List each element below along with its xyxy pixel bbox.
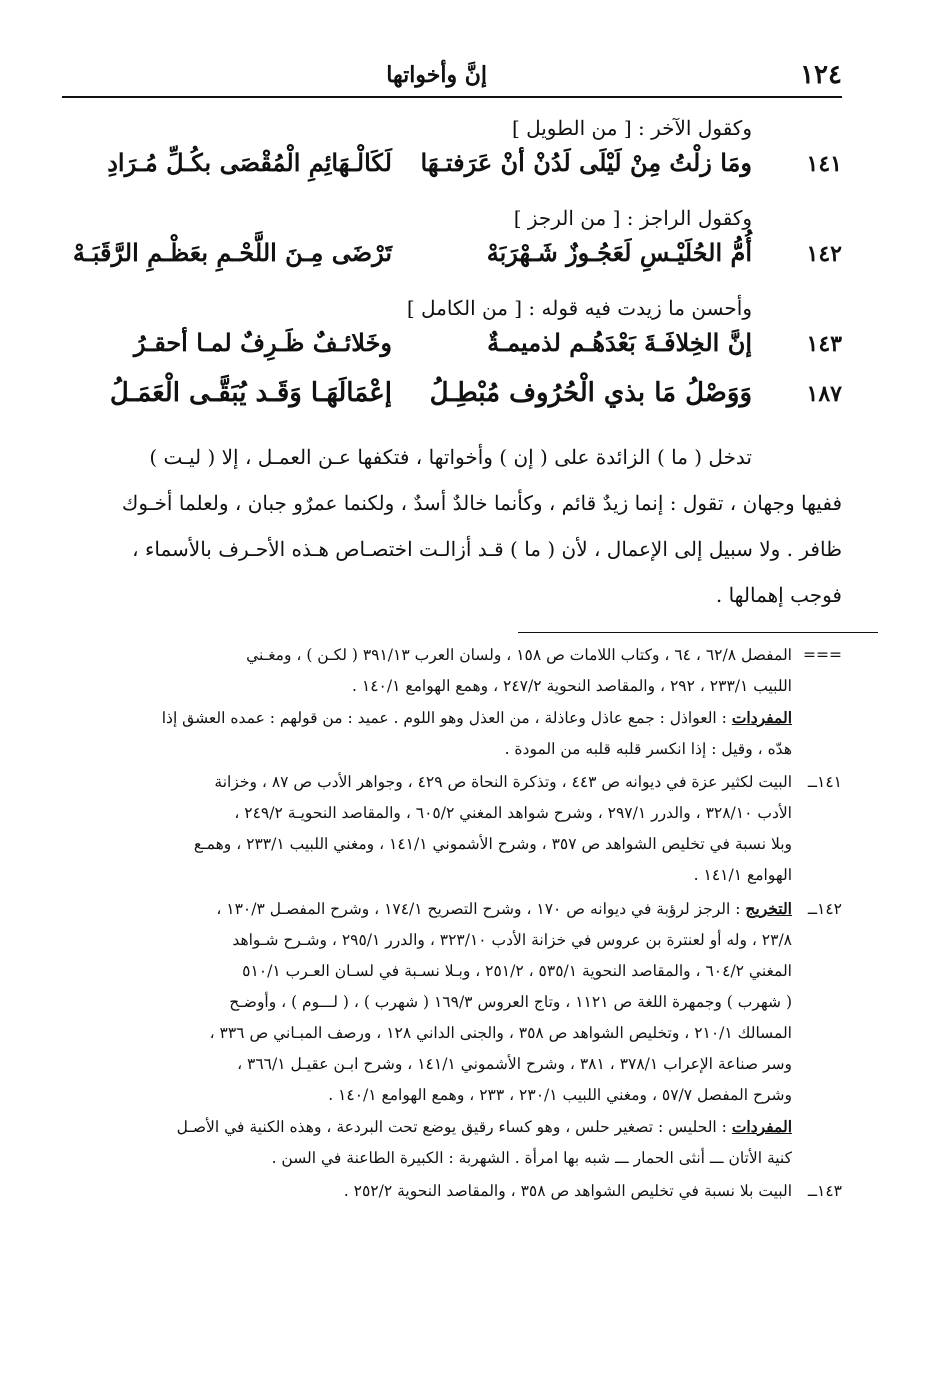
footnotes [62,640,842,1209]
footnote-continued [62,640,842,765]
footnote-line: المفصل ٦٢/٨ ، ٦٤ ، وكتاب اللامات ص ١٥٨ ، ولسان العرب ٣٩١/١٣ ( لكـن ) ، ومغـني [246,646,792,664]
verse-intro-141: وكقول الآخر : [ من الطويل ] [511,116,752,140]
vocab-label: المفردات [731,708,792,727]
verse-number: ١٨٧ [806,381,842,407]
footnote-line: : الحليس : تصغير حلس ، وهو كساء رقيق يوضع تحت البردعة ، وهذه الكنية في الأصـل [176,1118,727,1136]
commentary-paragraph [62,434,842,618]
footnote-143 [62,1176,842,1207]
verse-first-hemistich: أُمُّ الحُلَيْـسِ لَعَجُـوزٌ شَـهْرَبَهْ [486,238,752,267]
verse-first-hemistich: ومَا زلْتُ مِنْ لَيْلَى لَدُنْ أنْ عَرَفتـهَا [420,148,752,177]
main-text [62,108,842,618]
footnote-line: وشرح المفصل ٥٧/٧ ، ومغني اللبيب ٢٣٠/١ ، ٢٣٣ ، وهمع الهوامع ١٤٠/١ . [328,1086,792,1104]
verse-143 [62,328,842,378]
chapter-title: إنَّ وأخواتها [386,62,487,88]
verse-number: ١٤٣ [806,331,842,357]
verse-intro-143: وأحسن ما زيدت فيه قوله : [ من الكامل ] [406,296,752,320]
commentary-line: ففيها وجهان ، تقول : إنما زيدٌ قائم ، وكأنما خالدٌ أسدٌ ، ولكنما عمرٌو جبان ، ولعلما أخـوك [121,491,842,515]
footnote-line: الأدب ٣٢٨/١٠ ، والدرر ٢٩٧/١ ، وشرح شواهد المغني ٦٠٥/٢ ، والمقاصد النحويـة ٢٤٩/٢ ، [234,804,792,822]
verse-first-hemistich: وَوَصْلُ مَا بذي الْحُرُوف مُبْطِـلُ [429,378,752,408]
footnote-line: وسر صناعة الإعراب ٣٧٨/١ ، ٣٨١ ، وشرح الأشموني ١٤١/١ ، وشرح ابـن عقيـل ٣٦٦/١ ، [237,1055,792,1073]
footnote-line: ( شهرب ) وجمهرة اللغة ص ١١٢١ ، وتاج العروس ١٦٩/٣ ( شهرب ) ، ( لـــوم ) ، وأوضـح [229,993,792,1011]
footnote-line: البيت لكثير عزة في ديوانه ص ٤٤٣ ، وتذكرة النحاة ص ٤٢٩ ، وجواهر الأدب ص ٨٧ ، وخزانة [214,773,792,791]
footnote-line: المسالك ٢١٠/١ ، وتخليص الشواهد ص ٣٥٨ ، والجنى الداني ١٢٨ ، ورصف المبـاني ص ٣٣٦ ، [209,1024,792,1042]
footnote-line: : العواذل : جمع عاذل وعاذلة ، من العذل وهو اللوم . عميد : من قولهم : عمده العشق إذا [161,709,727,727]
alfiyya-verse-187 [62,378,842,428]
verse-number: ١٤١ [806,151,842,177]
footnote-141 [62,767,842,891]
footnote-line: : الرجز لرؤبة في ديوانه ص ١٧٠ ، وشرح التصريح ١٧٤/١ ، وشرح المفصـل ١٣٠/٣ ، [216,900,741,918]
footnote-line: ٢٣/٨ ، وله أو لعنترة بن عروس في خزانة الأدب ٣٢٣/١٠ ، والدرر ٢٩٥/١ ، وشـرح شـواهد [232,931,792,949]
verse-142 [62,238,842,288]
footnote-line: هدّه ، وقيل : إذا انكسر قلبه قلبه من المودة . [504,740,792,758]
footnote-line: الهوامع ١٤١/١ . [693,866,792,884]
footnote-divider [518,632,878,633]
verse-number: ١٤٢ [806,241,842,267]
running-head [62,58,842,98]
verse-second-hemistich: وخَلائـفٌ ظَـرِفٌ لمـا أحقـرُ [133,328,392,357]
footnote-line: وبلا نسبة في تخليص الشواهد ص ٣٥٧ ، وشرح الأشموني ١٤١/١ ، ومغني اللبيب ٢٣٣/١ ، وهمـع [193,835,792,853]
verse-second-hemistich: تَرْضَى مِـنَ اللَّحْـمِ بعَظْـمِ الرَّقَبَـهْ [72,238,392,267]
footnote-mark: ١٤٣ــ [807,1182,842,1200]
footnote-line: البيت بلا نسبة في تخليص الشواهد ص ٣٥٨ ، والمقاصد النحوية ٢٥٢/٢ . [343,1182,792,1200]
footnote-mark: ١٤١ــ [807,773,842,791]
page-number: ١٢٤ [800,60,842,90]
footnote-142 [62,893,842,1174]
verse-intro-142: وكقول الراجز : [ من الرجز ] [513,206,752,230]
footnote-mark: === [803,646,842,664]
verse-second-hemistich: لَكَالْـهَائِمِ الْمُقْصَى بكُـلِّ مُـرَادِ [107,148,392,177]
commentary-line: ظافر . ولا سبيل إلى الإعمال ، لأن ( ما ) قـد أزالـت اختصـاص هـذه الأحـرف بالأسماء ، [132,537,842,561]
footnote-line: اللبيب ٢٣٣/١ ، ٢٩٢ ، والمقاصد النحوية ٢٤٧/٢ ، وهمع الهوامع ١٤٠/١ . [352,677,792,695]
footnote-line: المغني ٦٠٤/٢ ، والمقاصد النحوية ٥٣٥/١ ، ٢٥١/٢ ، وبـلا نسـبة في لسـان العـرب ٥١٠/١ [242,962,792,980]
sources-label: التخريج [745,899,792,918]
commentary-line: فوجب إهمالها . [715,583,842,607]
footnote-mark: ١٤٢ــ [807,900,842,918]
verse-first-hemistich: إنَّ الخِلافَـةَ بَعْدَهُـم لذميمـةٌ [487,328,752,357]
footnote-line: كنية الأتان ـــ أنثى الحمار ـــ شبه بها امرأة . الشهربة : الكبيرة الطاعنة في السن . [271,1149,792,1167]
commentary-line: تدخل ( ما ) الزائدة على ( إن ) وأخواتها ، فتكفها عـن العمـل ، إلا ( ليـت ) [149,445,752,469]
verse-141 [62,148,842,198]
verse-second-hemistich: إعْمَالَهَـا وَقَـد يُبَقَّـى الْعَمَـلُ [109,378,392,408]
vocab-label: المفردات [731,1117,792,1136]
